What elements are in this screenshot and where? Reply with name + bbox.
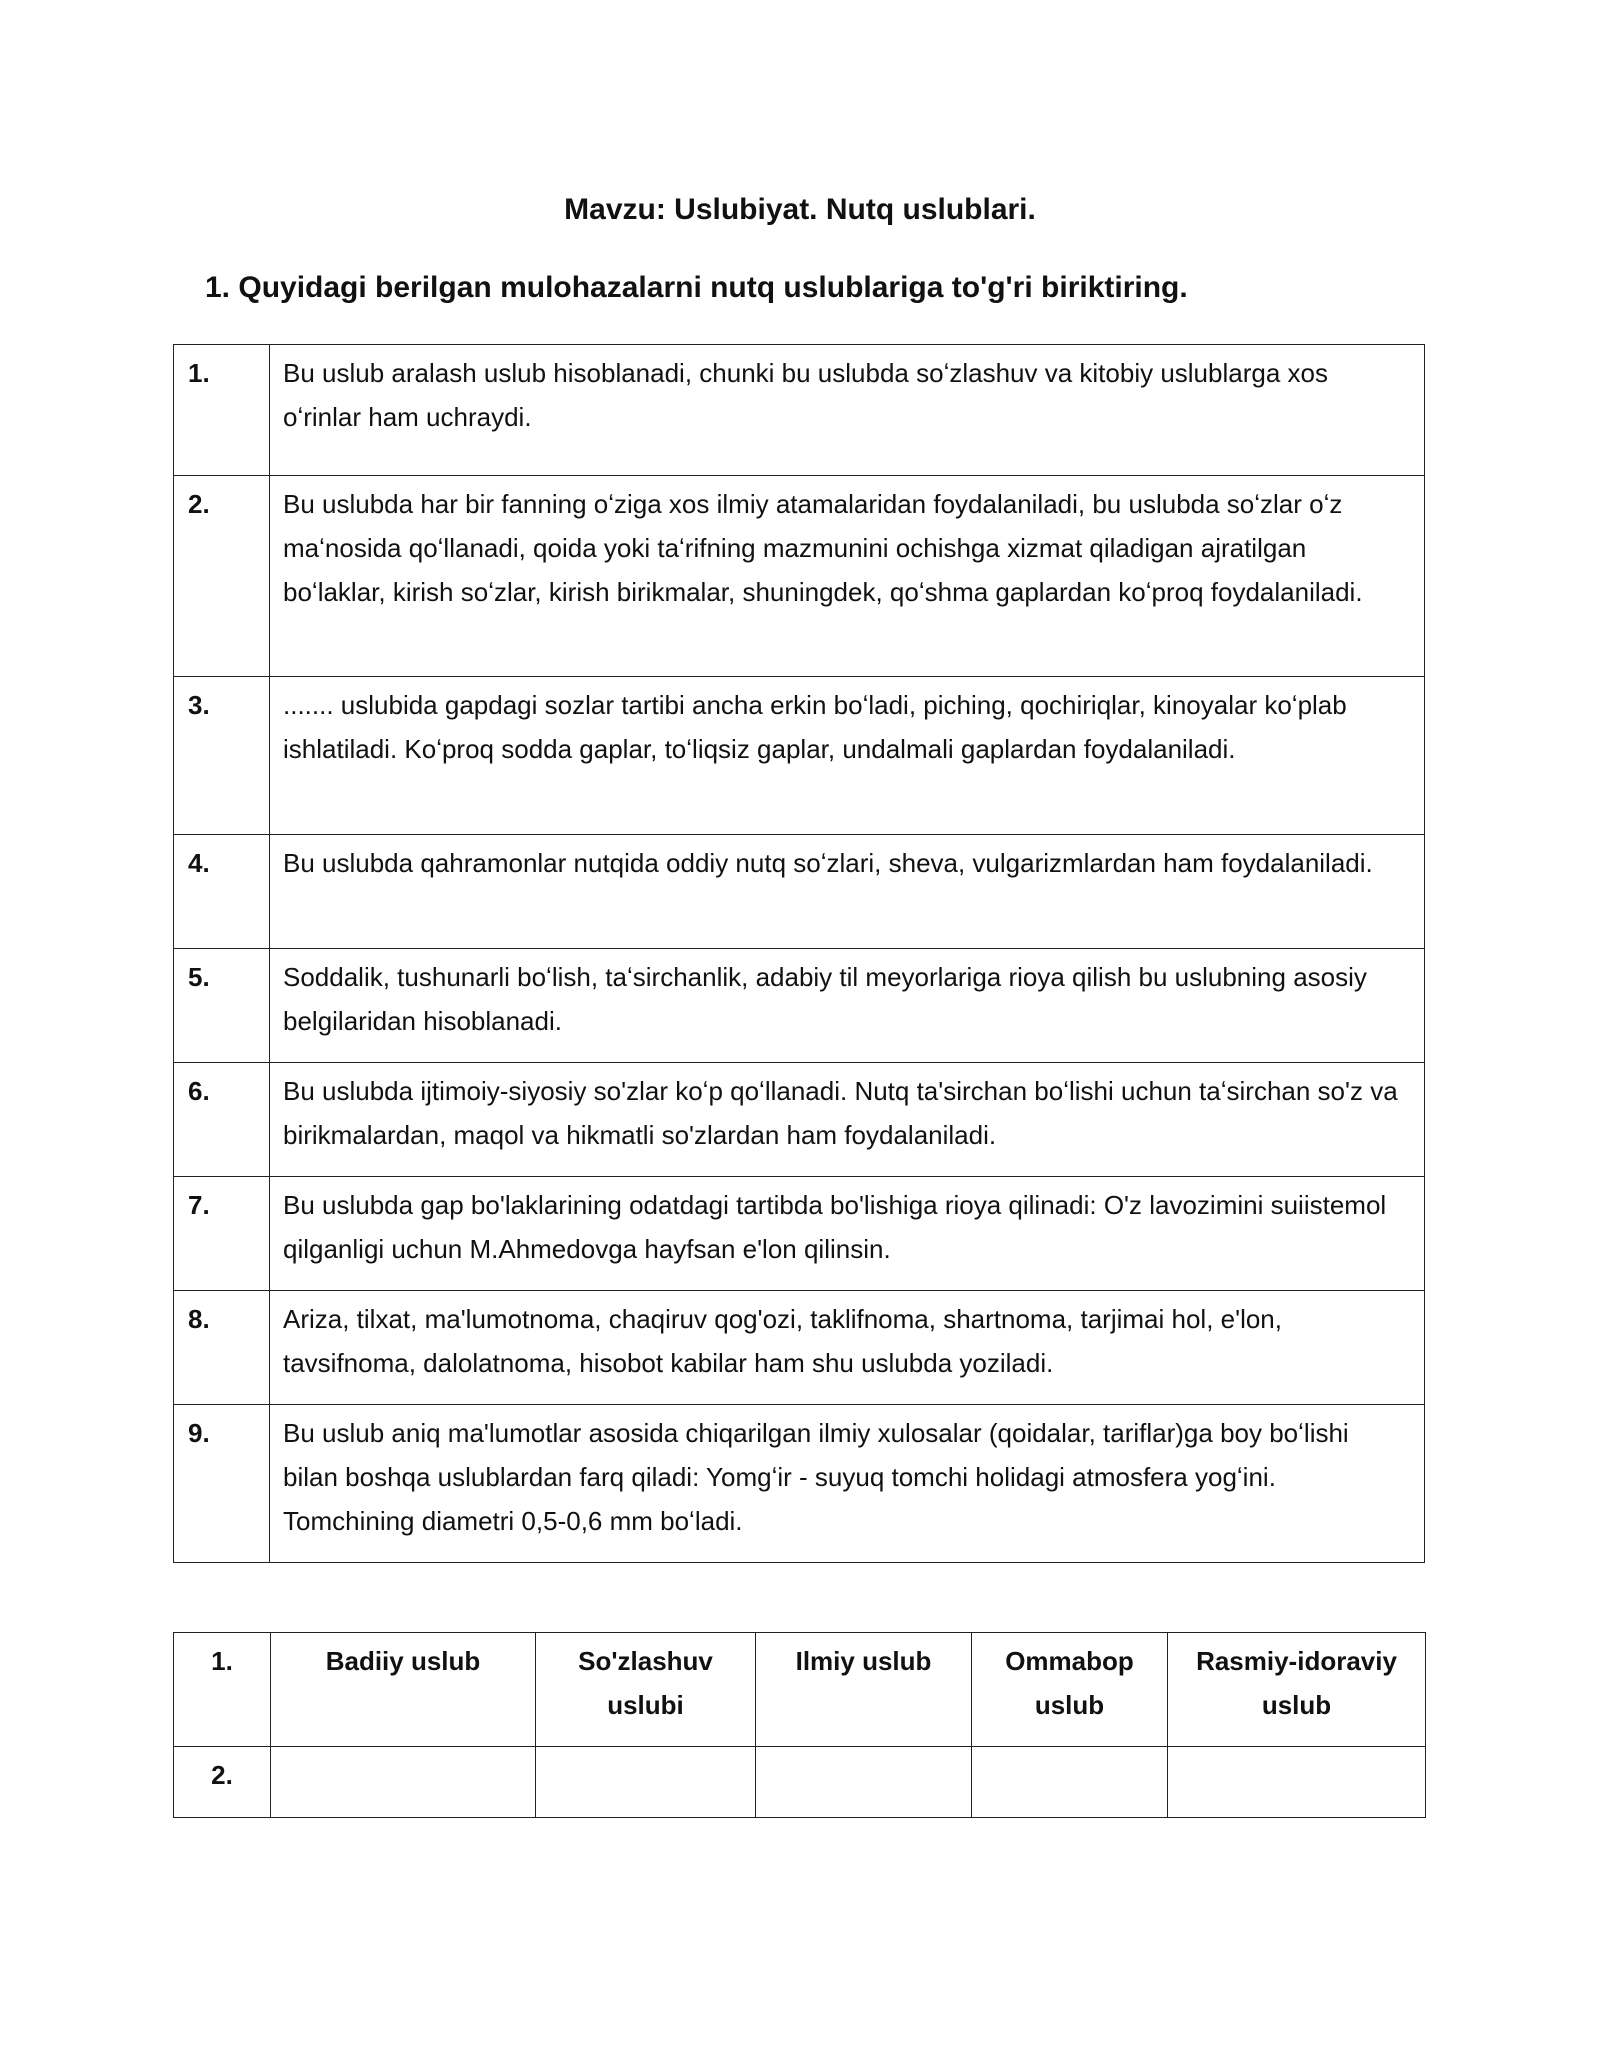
statement-text: Bu uslub aralash uslub hisoblanadi, chunki bu uslubda soʻzlashuv va kitobiy uslublarga xos oʻrinlar ham uchraydi.	[270, 345, 1425, 476]
style-header-badiiy: Badiiy uslub	[271, 1633, 536, 1747]
statement-number: 4.	[174, 835, 270, 949]
table-row	[174, 949, 1425, 1063]
statements-table	[173, 344, 1425, 1563]
statement-number: 9.	[174, 1405, 270, 1563]
table-row	[174, 476, 1425, 677]
statement-text: Bu uslubda ijtimoiy-siyosiy so'zlar koʻp qoʻllanadi. Nutq ta'sirchan boʻlishi uchun taʻsirchan so'z va birikmalardan, maqol va hikmatli so'zlardan ham foydalaniladi.	[270, 1063, 1425, 1177]
page-title: Mavzu: Uslubiyat. Nutq uslublari.	[564, 193, 1036, 226]
statement-text: ....... uslubida gapdagi sozlar tartibi ancha erkin boʻladi, piching, qochiriqlar, kinoyalar koʻplab ishlatiladi. Koʻproq sodda gaplar, toʻliqsiz gaplar, undalmali gaplardan foydalaniladi.	[270, 677, 1425, 835]
table-row	[174, 1633, 1426, 1747]
statement-text: Bu uslubda har bir fanning oʻziga xos ilmiy atamalaridan foydalaniladi, bu uslubda soʻzlar oʻz maʻnosida qoʻllanadi, qoida yoki taʻrifning mazmunini ochishga xizmat qiladigan ajratilgan boʻlaklar, kirish soʻzlar, kirish birikmalar, shuningdek, qoʻshma gaplardan koʻproq foydalaniladi.	[270, 476, 1425, 677]
style-header-ilmiy: Ilmiy uslub	[756, 1633, 972, 1747]
statement-text: Bu uslub aniq ma'lumotlar asosida chiqarilgan ilmiy xulosalar (qoidalar, tariflar)ga boy boʻlishi bilan boshqa uslublardan farq qiladi: Yomgʻir - suyuq tomchi holidagi atmosfera yogʻini. Tomchining diametri 0,5-0,6 mm boʻladi.	[270, 1405, 1425, 1563]
answer-cell-ilmiy[interactable]	[756, 1747, 972, 1818]
statement-text: Bu uslubda gap bo'laklarining odatdagi tartibda bo'lishiga rioya qilinadi: O'z lavozimini suiistemol qilganligi uchun M.Ahmedovga hayfsan e'lon qilinsin.	[270, 1177, 1425, 1291]
statement-text: Ariza, tilxat, ma'lumotnoma, chaqiruv qog'ozi, taklifnoma, shartnoma, tarjimai hol, e'lon, tavsifnoma, dalolatnoma, hisobot kabilar ham shu uslubda yoziladi.	[270, 1291, 1425, 1405]
statement-number: 6.	[174, 1063, 270, 1177]
style-header-ommabop: Ommabop uslub	[972, 1633, 1168, 1747]
statement-number: 8.	[174, 1291, 270, 1405]
table-row	[174, 1405, 1425, 1563]
statement-number: 5.	[174, 949, 270, 1063]
table-row	[174, 835, 1425, 949]
table-row	[174, 1063, 1425, 1177]
row-number: 2.	[174, 1747, 271, 1818]
statement-number: 7.	[174, 1177, 270, 1291]
task-instruction: 1. Quyidagi berilgan mulohazalarni nutq uslublariga to'g'ri biriktiring.	[205, 271, 1188, 304]
answer-cell-badiiy[interactable]	[271, 1747, 536, 1818]
table-row	[174, 1291, 1425, 1405]
table-row	[174, 677, 1425, 835]
table-row	[174, 1177, 1425, 1291]
answer-cell-sozlashuv[interactable]	[536, 1747, 756, 1818]
style-header-rasmiy: Rasmiy-idoraviy uslub	[1168, 1633, 1426, 1747]
statement-number: 1.	[174, 345, 270, 476]
answer-cell-ommabop[interactable]	[972, 1747, 1168, 1818]
answer-table	[173, 1632, 1426, 1818]
statement-text: Soddalik, tushunarli boʻlish, taʻsirchanlik, adabiy til meyorlariga rioya qilish bu uslubning asosiy belgilaridan hisoblanadi.	[270, 949, 1425, 1063]
row-number: 1.	[174, 1633, 271, 1747]
table-row	[174, 345, 1425, 476]
statement-number: 3.	[174, 677, 270, 835]
statement-number: 2.	[174, 476, 270, 677]
style-header-sozlashuv: So'zlashuv uslubi	[536, 1633, 756, 1747]
table-row	[174, 1747, 1426, 1818]
answer-cell-rasmiy[interactable]	[1168, 1747, 1426, 1818]
statement-text: Bu uslubda qahramonlar nutqida oddiy nutq soʻzlari, sheva, vulgarizmlardan ham foydalaniladi.	[270, 835, 1425, 949]
